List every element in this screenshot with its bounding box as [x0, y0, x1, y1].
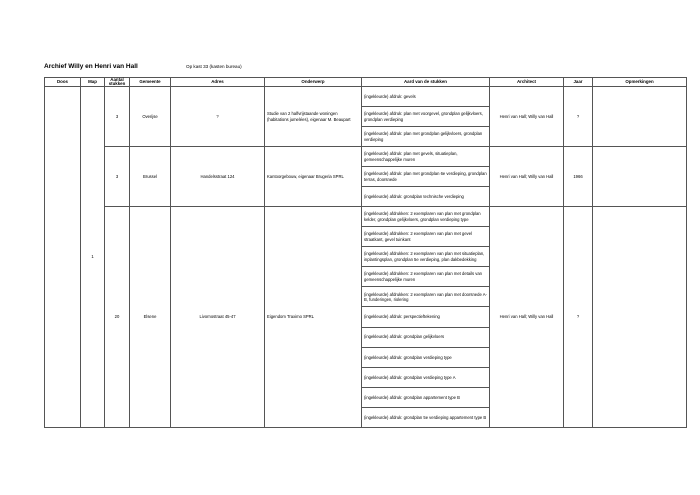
- adres-cell: ?: [171, 87, 265, 147]
- onderwerp-cell: Eigendom Traximo SPRL: [265, 207, 362, 428]
- jaar-cell: ?: [564, 207, 593, 428]
- column-header-doos: Doos: [45, 78, 81, 87]
- aard-cell: (ingekleurde) afdrukken: 2 exemplaren van plan met details van gemeenschappelijke muren: [362, 267, 490, 287]
- table-header-row: [45, 78, 687, 87]
- aard-cell: (ingekleurde) afdruk: grondplan verdieping type: [362, 347, 490, 367]
- aard-cell: (ingekleurde) afdruk: plan met voorgevel, grondplan gelijkvloers, grondplan verdieping: [362, 107, 490, 127]
- column-header-opmerkingen: Opmerkingen: [593, 78, 687, 87]
- aantal-cell: 3: [105, 87, 130, 147]
- doos-cell: [45, 87, 81, 428]
- page-title: Archief Willy en Henri van Hall: [44, 63, 138, 70]
- column-header-gemeente: Gemeente: [130, 78, 171, 87]
- aard-cell: (ingekleurde) afdruk: grondplan verdieping type A: [362, 367, 490, 387]
- table-row: [45, 87, 687, 107]
- aard-cell: (ingekleurde) afdruk: plan met grondplan 6e verdieping, grondplan terras, doorsnede: [362, 167, 490, 187]
- aard-cell: (ingekleurde) afdruk: grondplan technische verdieping: [362, 187, 490, 207]
- aard-cell: (ingekleurde) afdruk: perspectieftekening: [362, 307, 490, 327]
- aard-cell: (ingekleurde) afdruk: plan met gevels, situatieplan, gemeenschappelijke muren: [362, 147, 490, 167]
- onderwerp-cell: Studie van 2 halfvrijstaande woningen (habitations jumelées), eigenaar M. Beaupart: [265, 87, 362, 147]
- aantal-cell: 20: [105, 207, 130, 428]
- opmerkingen-cell: [593, 207, 687, 428]
- aard-cell: (ingekleurde) afdruk: grondplan appartement type B: [362, 387, 490, 407]
- table-row: [45, 207, 687, 227]
- aard-cell: (ingekleurde) afdrukken: 2 exemplaren van plan met grondplan kelder, grondplan gelijkvloers, grondplan verdieping type: [362, 207, 490, 227]
- opmerkingen-cell: [593, 87, 687, 147]
- aard-cell: (ingekleurde) afdruk: plan met grondplan gelijkvloers, grondplan verdieping: [362, 127, 490, 147]
- adres-cell: Handelsstraat 124: [171, 147, 265, 207]
- aantal-cell: 3: [105, 147, 130, 207]
- column-header-adres: Adres: [171, 78, 265, 87]
- gemeente-cell: Elsene: [130, 207, 171, 428]
- page-subtitle: Op kast 33 (kasten bureau): [186, 64, 242, 69]
- aard-cell: (ingekleurde) afdrukken: 2 exemplaren van plan met doorsnede A-B, funderingen, riolering: [362, 287, 490, 307]
- map-cell: 1: [81, 87, 105, 428]
- architect-cell: Henri van Hall; Willy van Hall: [490, 147, 564, 207]
- column-header-onderwerp: Onderwerp: [265, 78, 362, 87]
- column-header-aantal: Aantal stukken: [105, 78, 130, 87]
- column-header-map: Map: [81, 78, 105, 87]
- architect-cell: Henri van Hall; Willy van Hall: [490, 207, 564, 428]
- adres-cell: Livornostraat 45-47: [171, 207, 265, 428]
- column-header-jaar: Jaar: [564, 78, 593, 87]
- table-row: [45, 147, 687, 167]
- archive-table: [44, 77, 687, 428]
- architect-cell: Henri van Hall; Willy van Hall: [490, 87, 564, 147]
- gemeente-cell: Overijse: [130, 87, 171, 147]
- jaar-cell: 1966: [564, 147, 593, 207]
- opmerkingen-cell: [593, 147, 687, 207]
- aard-cell: (ingekleurde) afdrukken: 2 exemplaren van plan met gevel straatkant, gevel tuinkant: [362, 227, 490, 247]
- aard-cell: (ingekleurde) afdruk: gevels: [362, 87, 490, 107]
- aard-cell: (ingekleurde) afdrukken: 2 exemplaren van plan met situatieplan, inplantingsplan, grondplan 5e verdieping, plan dakbedekking: [362, 247, 490, 267]
- aard-cell: (ingekleurde) afdruk: grondplan gelijkvloers: [362, 327, 490, 347]
- aard-cell: (ingekleurde) afdruk: grondplan 5e verdieping appartement type B: [362, 407, 490, 427]
- column-header-aard: Aard van de stukken: [362, 78, 490, 87]
- jaar-cell: ?: [564, 87, 593, 147]
- onderwerp-cell: Kantoorgebouw, eigenaar Brugeria SPRL: [265, 147, 362, 207]
- gemeente-cell: Brussel: [130, 147, 171, 207]
- column-header-architect: Architect: [490, 78, 564, 87]
